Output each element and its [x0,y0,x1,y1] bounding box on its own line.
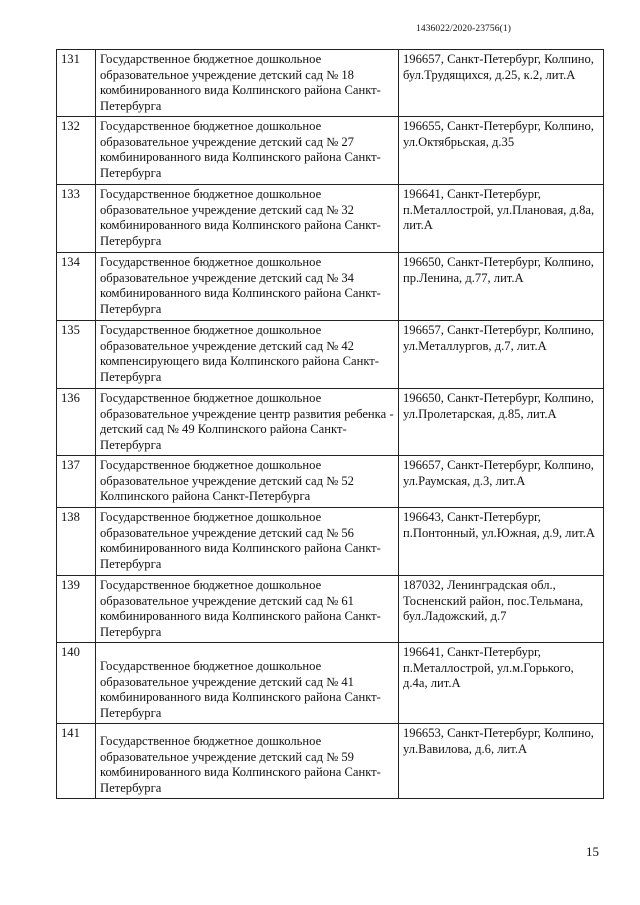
row-number: 135 [57,321,96,389]
table-row [57,643,604,724]
institution-address: 196653, Санкт-Петербург, Колпино, ул.Вавилова, д.6, лит.А [399,724,604,799]
row-number: 137 [57,456,96,508]
table-row [57,185,604,253]
table-row [57,456,604,508]
institution-address: 196657, Санкт-Петербург, Колпино, ул.Раумская, д.3, лит.А [399,456,604,508]
row-number: 141 [57,724,96,799]
institution-name: Государственное бюджетное дошкольное образовательное учреждение центр развития ребенка - детский сад № 49 Колпинского района Санкт-Петербурга [96,389,399,456]
institution-address: 196641, Санкт-Петербург, п.Металлострой, ул.Плановая, д.8а, лит.А [399,185,604,253]
table-row [57,508,604,576]
row-number: 134 [57,253,96,321]
table-row [57,321,604,389]
row-number: 136 [57,389,96,456]
institution-address: 196657, Санкт-Петербург, Колпино, ул.Металлургов, д.7, лит.А [399,321,604,389]
document-id: 1436022/2020-23756(1) [416,24,511,34]
institution-address: 196655, Санкт-Петербург, Колпино, ул.Октябрьская, д.35 [399,117,604,185]
institution-name: Государственное бюджетное дошкольное образовательное учреждение детский сад № 41 комбинированного вида Колпинского района Санкт-Петербурга [96,643,399,724]
institution-name: Государственное бюджетное дошкольное образовательное учреждение детский сад № 59 комбинированного вида Колпинского района Санкт-Петербурга [96,724,399,799]
page-number: 15 [586,844,599,859]
table-row [57,117,604,185]
table-row [57,576,604,643]
institution-name: Государственное бюджетное дошкольное образовательное учреждение детский сад № 32 комбинированного вида Колпинского района Санкт-Петербурга [96,185,399,253]
table-row [57,50,604,117]
kindergarten-table [56,49,604,799]
institution-name: Государственное бюджетное дошкольное образовательное учреждение детский сад № 52 Колпинского района Санкт-Петербурга [96,456,399,508]
institution-address: 196650, Санкт-Петербург, Колпино, ул.Пролетарская, д.85, лит.А [399,389,604,456]
row-number: 132 [57,117,96,185]
institution-address: 196650, Санкт-Петербург, Колпино, пр.Ленина, д.77, лит.А [399,253,604,321]
row-number: 140 [57,643,96,724]
institution-address: 196657, Санкт-Петербург, Колпино, бул.Трудящихся, д.25, к.2, лит.А [399,50,604,117]
institution-name: Государственное бюджетное дошкольное образовательное учреждение детский сад № 27 комбинированного вида Колпинского района Санкт-Петербурга [96,117,399,185]
institution-name: Государственное бюджетное дошкольное образовательное учреждение детский сад № 56 комбинированного вида Колпинского района Санкт-Петербурга [96,508,399,576]
institution-name: Государственное бюджетное дошкольное образовательное учреждение детский сад № 61 комбинированного вида Колпинского района Санкт-Петербурга [96,576,399,643]
institution-address: 187032, Ленинградская обл., Тосненский район, пос.Тельмана, бул.Ладожский, д.7 [399,576,604,643]
row-number: 131 [57,50,96,117]
row-number: 133 [57,185,96,253]
institution-address: 196641, Санкт-Петербург, п.Металлострой, ул.м.Горького, д.4а, лит.А [399,643,604,724]
table-row [57,724,604,799]
row-number: 139 [57,576,96,643]
institution-name: Государственное бюджетное дошкольное образовательное учреждение детский сад № 18 комбинированного вида Колпинского района Санкт-Петербурга [96,50,399,117]
table-row [57,253,604,321]
institution-name: Государственное бюджетное дошкольное образовательное учреждение детский сад № 42 компенсирующего вида Колпинского района Санкт-Петербурга [96,321,399,389]
table-row [57,389,604,456]
institution-name: Государственное бюджетное дошкольное образовательное учреждение детский сад № 34 комбинированного вида Колпинского района Санкт-Петербурга [96,253,399,321]
row-number: 138 [57,508,96,576]
institution-address: 196643, Санкт-Петербург, п.Понтонный, ул.Южная, д.9, лит.А [399,508,604,576]
